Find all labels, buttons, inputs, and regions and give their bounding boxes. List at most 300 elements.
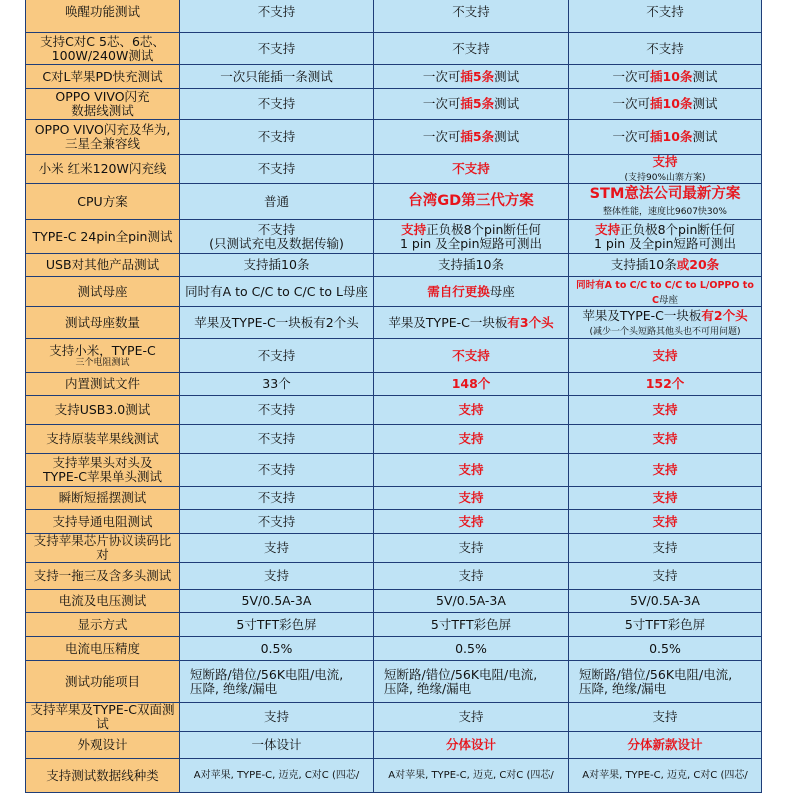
table-row xyxy=(26,759,762,793)
cell-text: 支持 xyxy=(263,709,289,725)
cell-line xyxy=(572,642,758,656)
table-row xyxy=(26,65,762,89)
cell-text: 0.5% xyxy=(455,640,487,656)
cell-line xyxy=(572,377,758,391)
cell-text: 5寸TFT彩色屏 xyxy=(624,616,706,632)
table-row xyxy=(26,89,762,120)
cell-text: 支持 xyxy=(263,540,289,556)
cell-line xyxy=(377,403,565,417)
feature-cell xyxy=(26,425,180,454)
model-1-cell xyxy=(180,120,374,155)
cell-text: 支持 xyxy=(652,154,678,169)
model-2-cell xyxy=(374,120,569,155)
cell-line xyxy=(572,569,758,583)
cell-text: 不支持 xyxy=(646,40,684,56)
cell-text: 支持 xyxy=(652,402,678,418)
cell-line xyxy=(183,258,370,272)
feature-cell xyxy=(26,661,180,703)
model-1-cell xyxy=(180,534,374,563)
cell-line xyxy=(377,5,565,19)
cell-line xyxy=(183,491,370,505)
cell-text: 插10条 xyxy=(650,96,693,111)
cell-line xyxy=(572,618,758,632)
model-1-cell xyxy=(180,590,374,613)
cell-text: 支持 xyxy=(458,490,484,506)
model-3-cell xyxy=(569,732,762,759)
cell-text: 不支持 xyxy=(257,40,296,56)
cell-line xyxy=(377,491,565,505)
cell-line xyxy=(384,668,565,682)
cell-text: 148个 xyxy=(451,376,491,392)
model-3-cell xyxy=(569,396,762,425)
feature-label: 支持一拖三及含多头测试 xyxy=(33,568,172,584)
cell-text: 台湾GD第三代方案 xyxy=(408,193,534,210)
model-3-cell xyxy=(569,89,762,120)
cell-line xyxy=(572,515,758,529)
feature-label: OPPO VIVO闪充 xyxy=(55,89,150,104)
cell-line xyxy=(377,515,565,529)
model-3-cell xyxy=(569,277,762,307)
feature-label: 测试母座数量 xyxy=(64,314,140,330)
cell-text: 短断路/错位/56K电阻/电流, xyxy=(190,666,344,682)
cell-text: STM意法公司最新方案 xyxy=(589,186,741,203)
cell-text: 一次可 xyxy=(612,96,651,111)
model-3-cell xyxy=(569,487,762,510)
cell-text: 支持 xyxy=(652,490,678,506)
feature-label: 测试功能项目 xyxy=(64,673,140,689)
cell-text: 测试 xyxy=(692,96,718,111)
feature-cell xyxy=(26,184,180,220)
model-2-cell xyxy=(374,759,569,793)
model-1-cell xyxy=(180,425,374,454)
cell-text: 33个 xyxy=(262,376,291,392)
model-3-cell xyxy=(569,65,762,89)
cell-text: 0.5% xyxy=(649,640,681,656)
cell-line xyxy=(377,642,565,656)
cell-text: (减少一个头短路其他头也不可用问题) xyxy=(589,326,741,337)
cell-line xyxy=(377,223,565,237)
model-2-cell xyxy=(374,637,569,661)
model-2-cell xyxy=(374,0,569,33)
cell-line xyxy=(377,316,565,330)
cell-line xyxy=(572,5,758,19)
cell-line xyxy=(572,223,758,237)
cell-text: 支持 xyxy=(652,568,678,584)
feature-label: 外观设计 xyxy=(77,737,128,753)
cell-text: 有3个头 xyxy=(507,314,554,330)
cell-line xyxy=(190,668,370,682)
model-3-cell xyxy=(569,590,762,613)
cell-line xyxy=(183,285,370,299)
cell-line xyxy=(183,515,370,529)
cell-text: 不支持 xyxy=(257,513,296,529)
table-row xyxy=(26,613,762,637)
model-1-cell xyxy=(180,759,374,793)
cell-line xyxy=(572,42,758,56)
model-2-cell xyxy=(374,339,569,373)
model-2-cell xyxy=(374,155,569,184)
model-2-cell xyxy=(374,277,569,307)
model-3-cell xyxy=(569,425,762,454)
feature-label: 支持苹果头对头及 xyxy=(52,455,153,471)
feature-label: 支持测试数据线种类 xyxy=(46,767,159,783)
model-3-cell xyxy=(569,184,762,220)
table-row xyxy=(26,703,762,732)
cell-line xyxy=(377,42,565,56)
cell-text: 一次可 xyxy=(422,96,461,111)
table-row xyxy=(26,277,762,307)
cell-line xyxy=(377,541,565,555)
cell-line xyxy=(572,277,758,306)
cell-text: A对苹果, TYPE-C, 迈克, C对C (四芯/ xyxy=(388,770,554,782)
feature-cell xyxy=(26,487,180,510)
cell-text: A对苹果, TYPE-C, 迈克, C对C (四芯/ xyxy=(193,770,360,782)
cell-text: 一次可 xyxy=(612,68,651,84)
model-1-cell xyxy=(180,307,374,339)
feature-label: USB对其他产品测试 xyxy=(45,257,160,273)
model-1-cell xyxy=(180,277,374,307)
feature-label: TYPE-C 24pin全pin测试 xyxy=(32,228,173,244)
cell-line xyxy=(183,223,370,237)
cell-text: 0.5% xyxy=(260,640,293,656)
cell-text: 不支持 xyxy=(257,221,296,237)
cell-text: 苹果及TYPE-C一块板 xyxy=(388,314,508,330)
table-row xyxy=(26,732,762,759)
table-row xyxy=(26,425,762,454)
model-1-cell xyxy=(180,454,374,487)
feature-cell xyxy=(26,373,180,396)
feature-label: 100W/240W测试 xyxy=(51,47,154,63)
cell-text: 支持 xyxy=(458,462,484,478)
cell-text: 有2个头 xyxy=(701,307,748,323)
feature-label: 测试母座 xyxy=(77,283,128,299)
feature-label: 支持苹果及TYPE-C双面测试 xyxy=(30,702,175,732)
cell-text: 152个 xyxy=(645,376,685,392)
table-row xyxy=(26,637,762,661)
model-3-cell xyxy=(569,155,762,184)
cell-line xyxy=(572,594,758,608)
model-3-cell xyxy=(569,120,762,155)
feature-label: TYPE-C苹果单头测试 xyxy=(43,469,162,485)
cell-line xyxy=(377,349,565,363)
feature-label: 数据线测试 xyxy=(71,103,134,118)
model-3-cell xyxy=(569,613,762,637)
model-1-cell xyxy=(180,33,374,65)
cell-line xyxy=(572,155,758,169)
model-2-cell xyxy=(374,425,569,454)
cell-line xyxy=(183,770,370,781)
model-2-cell xyxy=(374,661,569,703)
cell-text: 短断路/错位/56K电阻/电流, xyxy=(384,666,538,682)
comparison-table xyxy=(25,0,762,793)
cell-line xyxy=(183,316,370,330)
cell-line xyxy=(572,738,758,752)
cell-line xyxy=(377,285,565,299)
cell-subline xyxy=(384,682,565,696)
cell-line xyxy=(377,97,565,111)
cell-line xyxy=(572,258,758,272)
table-row xyxy=(26,184,762,220)
model-3-cell xyxy=(569,454,762,487)
model-3-cell xyxy=(569,759,762,793)
feature-label: 显示方式 xyxy=(77,616,128,632)
cell-line xyxy=(183,349,370,363)
feature-label: 电流及电压测试 xyxy=(58,593,147,609)
feature-cell xyxy=(26,65,180,89)
cell-text: 测试 xyxy=(692,68,718,84)
cell-text: 同时有A to C/C to C/C to L母座 xyxy=(185,283,368,299)
cell-text: 不支持 xyxy=(257,347,296,363)
feature-label: 支持USB3.0测试 xyxy=(54,402,151,418)
table-row xyxy=(26,254,762,277)
feature-label: C对L苹果PD快充测试 xyxy=(42,68,163,84)
table-row xyxy=(26,307,762,339)
model-1-cell xyxy=(180,65,374,89)
cell-text: 支持 xyxy=(595,221,621,237)
model-3-cell xyxy=(569,534,762,563)
cell-text: 插5条 xyxy=(460,68,495,84)
cell-text: 苹果及TYPE-C一块板 xyxy=(582,307,702,323)
cell-text: 或20条 xyxy=(676,257,720,273)
cell-text: 测试 xyxy=(494,96,520,111)
cell-text: 普通 xyxy=(263,193,289,209)
cell-line xyxy=(183,97,370,111)
cell-text: 压降, 绝缘/漏电 xyxy=(579,680,667,696)
cell-text: 支持 xyxy=(401,221,427,237)
cell-text: 分体设计 xyxy=(445,737,496,753)
cell-subline xyxy=(572,203,758,217)
cell-text: 不支持 xyxy=(257,129,296,144)
cell-text: 测试 xyxy=(494,129,520,144)
cell-line xyxy=(183,618,370,632)
model-2-cell xyxy=(374,703,569,732)
model-2-cell xyxy=(374,487,569,510)
cell-text: 5寸TFT彩色屏 xyxy=(236,616,317,632)
model-3-cell xyxy=(569,637,762,661)
cell-line xyxy=(572,70,758,84)
feature-cell xyxy=(26,33,180,65)
cell-text: 一次可 xyxy=(422,68,461,84)
cell-line xyxy=(572,432,758,446)
cell-line xyxy=(183,5,370,19)
cell-line xyxy=(377,618,565,632)
feature-cell xyxy=(26,89,180,120)
table-row xyxy=(26,487,762,510)
cell-line xyxy=(572,349,758,363)
feature-label: 瞬断短摇摆测试 xyxy=(58,490,147,506)
cell-line xyxy=(377,738,565,752)
cell-text: 支持插10条 xyxy=(243,257,310,273)
model-3-cell xyxy=(569,661,762,703)
cell-line xyxy=(183,195,370,209)
cell-text: 5V/0.5A-3A xyxy=(241,593,312,609)
cell-line xyxy=(377,463,565,477)
cell-line xyxy=(183,70,370,84)
cell-line xyxy=(183,130,370,144)
cell-text: 插10条 xyxy=(650,129,693,144)
model-2-cell xyxy=(374,65,569,89)
cell-text: 压降, 绝缘/漏电 xyxy=(190,680,278,696)
cell-line xyxy=(572,710,758,724)
cell-text: 不支持 xyxy=(452,347,490,363)
cell-text: 同时有A to C/C to C/C to L/OPPO to C xyxy=(576,280,754,306)
cell-line xyxy=(183,42,370,56)
model-3-cell xyxy=(569,373,762,396)
model-2-cell xyxy=(374,373,569,396)
feature-label: 三个电阻测试 xyxy=(75,357,130,368)
table-row xyxy=(26,339,762,373)
cell-text: (只测试充电及数据传输) xyxy=(209,235,344,251)
cell-text: 不支持 xyxy=(257,490,296,506)
table-row xyxy=(26,510,762,534)
model-2-cell xyxy=(374,254,569,277)
cell-line xyxy=(572,770,758,781)
model-2-cell xyxy=(374,396,569,425)
cell-line xyxy=(377,710,565,724)
table-row xyxy=(26,220,762,254)
feature-cell xyxy=(26,563,180,590)
cell-line xyxy=(572,463,758,477)
cell-text: 短断路/错位/56K电阻/电流, xyxy=(579,666,733,682)
model-2-cell xyxy=(374,307,569,339)
feature-label: CPU方案 xyxy=(77,193,128,209)
cell-line xyxy=(572,541,758,555)
feature-cell xyxy=(26,220,180,254)
feature-cell xyxy=(26,703,180,732)
cell-text: 一次只能插一条测试 xyxy=(220,68,333,84)
cell-text: 支持 xyxy=(458,709,484,725)
feature-cell xyxy=(26,637,180,661)
feature-cell xyxy=(26,277,180,307)
model-2-cell xyxy=(374,220,569,254)
feature-cell xyxy=(26,534,180,563)
model-3-cell xyxy=(569,563,762,590)
feature-cell xyxy=(26,510,180,534)
table-row xyxy=(26,396,762,425)
cell-line xyxy=(572,186,758,202)
cell-text: 支持 xyxy=(458,513,484,529)
cell-line xyxy=(377,130,565,144)
comparison-table-body xyxy=(26,0,762,793)
cell-text: 不支持 xyxy=(257,431,296,447)
cell-text: 一体设计 xyxy=(251,737,302,753)
cell-text: 压降, 绝缘/漏电 xyxy=(384,680,472,696)
cell-line xyxy=(572,491,758,505)
cell-line xyxy=(572,403,758,417)
model-3-cell xyxy=(569,220,762,254)
cell-text: 插10条 xyxy=(650,68,693,84)
cell-subline xyxy=(579,682,758,696)
model-3-cell xyxy=(569,254,762,277)
cell-text: 插5条 xyxy=(460,96,495,111)
model-1-cell xyxy=(180,373,374,396)
cell-text: 母座 xyxy=(658,294,678,306)
cell-text: (支持90%山寨方案) xyxy=(624,173,706,183)
model-1-cell xyxy=(180,732,374,759)
cell-subline xyxy=(190,682,370,696)
model-2-cell xyxy=(374,89,569,120)
cell-text: 支持 xyxy=(652,347,678,363)
model-3-cell xyxy=(569,510,762,534)
cell-line xyxy=(377,377,565,391)
feature-label: 内置测试文件 xyxy=(64,376,140,392)
table-row xyxy=(26,120,762,155)
cell-line xyxy=(183,403,370,417)
model-1-cell xyxy=(180,613,374,637)
feature-label: 支持苹果芯片协议读码比对 xyxy=(33,533,172,563)
cell-text: 支持 xyxy=(652,431,678,447)
feature-cell xyxy=(26,307,180,339)
feature-cell xyxy=(26,759,180,793)
cell-text: 苹果及TYPE-C一块板有2个头 xyxy=(194,314,359,330)
cell-text: 支持 xyxy=(458,431,484,447)
cell-line xyxy=(377,193,565,209)
cell-text: 支持 xyxy=(652,709,678,725)
model-2-cell xyxy=(374,613,569,637)
model-2-cell xyxy=(374,33,569,65)
cell-line xyxy=(579,668,758,682)
model-1-cell xyxy=(180,254,374,277)
cell-line xyxy=(377,770,565,781)
cell-text: 正负极8个pin断任何 xyxy=(426,221,541,237)
cell-text: 支持 xyxy=(458,568,484,584)
table-row xyxy=(26,373,762,396)
cell-text: 5V/0.5A-3A xyxy=(630,593,700,609)
feature-label: 支持原装苹果线测试 xyxy=(46,431,159,447)
cell-text: 插5条 xyxy=(460,129,495,144)
table-row xyxy=(26,33,762,65)
table-row xyxy=(26,661,762,703)
model-2-cell xyxy=(374,510,569,534)
feature-cell xyxy=(26,0,180,33)
model-1-cell xyxy=(180,487,374,510)
feature-cell xyxy=(26,120,180,155)
cell-text: 不支持 xyxy=(257,96,296,111)
cell-text: 一次可 xyxy=(422,129,461,144)
model-2-cell xyxy=(374,184,569,220)
cell-text: A对苹果, TYPE-C, 迈克, C对C (四芯/ xyxy=(582,770,748,782)
cell-line xyxy=(183,162,370,176)
cell-line xyxy=(183,377,370,391)
cell-subline xyxy=(183,237,370,251)
cell-text: 测试 xyxy=(494,68,520,84)
cell-text: 支持插10条 xyxy=(610,257,677,273)
model-1-cell xyxy=(180,637,374,661)
table-row xyxy=(26,0,762,33)
cell-line xyxy=(572,97,758,111)
model-3-cell xyxy=(569,0,762,33)
cell-line xyxy=(377,70,565,84)
cell-text: 母座 xyxy=(489,283,515,299)
cell-line xyxy=(183,432,370,446)
cell-text: 不支持 xyxy=(452,40,490,56)
feature-cell xyxy=(26,590,180,613)
cell-subline xyxy=(572,237,758,251)
cell-text: 1 pin 及全pin短路可测出 xyxy=(399,235,543,251)
cell-text: 不支持 xyxy=(452,161,490,177)
cell-subline xyxy=(572,323,758,337)
cell-line xyxy=(183,541,370,555)
feature-cell xyxy=(26,254,180,277)
cell-text: 1 pin 及全pin短路可测出 xyxy=(593,235,737,251)
cell-text: 不支持 xyxy=(257,3,296,19)
table-row xyxy=(26,534,762,563)
model-2-cell xyxy=(374,563,569,590)
cell-text: 测试 xyxy=(692,129,718,144)
cell-text: 不支持 xyxy=(257,402,296,418)
model-2-cell xyxy=(374,590,569,613)
cell-text: 不支持 xyxy=(646,3,684,19)
